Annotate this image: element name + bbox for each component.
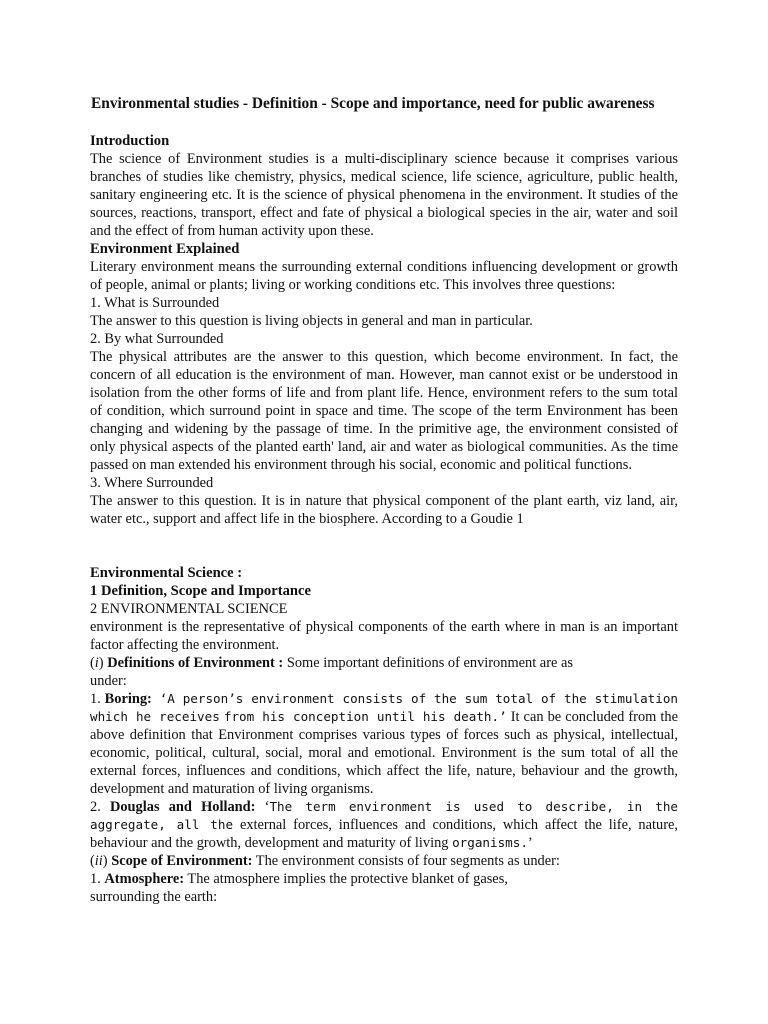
douglas-holland-definition (90, 798, 678, 852)
scope-close-paren: ) (102, 853, 112, 869)
definitions-text: Some important definitions of environment are as (283, 655, 573, 671)
atmosphere-text: The atmosphere implies the protective blanket of gases, (184, 871, 508, 887)
definitions-line (90, 654, 678, 672)
introduction-paragraph: The science of Environment studies is a multi-disciplinary science because it comprises various branches of studies like chemistry, physics, medical science, life science, agriculture, public health, sanitary engineering etc. It is the science of physical phenomena in the environment. It studies of the sources, reactions, transport, effect and fate of physical a biological species in the air, water and soil and the effect of from human activity upon these. (90, 151, 678, 239)
douglas-quote-mono: The term environment is used to describe, in the aggregate, all the (90, 799, 678, 832)
boring-quote-line-2: from his conception until his death.’ (223, 709, 507, 724)
boring-label: Boring: (104, 691, 152, 707)
environmental-science-heading: Environmental Science : (90, 565, 243, 581)
scope-numeral: ii (94, 853, 103, 869)
boring-text: It can be concluded from the above definition that Environment comprises various types of forces such as physical, intellectual, economic, political, cultural, social, moral and emotional. Environment is the sum total of all the external forces, influences and conditions, which affect the life, nature, behaviour and the growth, development and maturation of living organisms. (90, 709, 678, 797)
section-spacer (90, 528, 678, 564)
atmosphere-label: Atmosphere: (104, 871, 185, 887)
question-2: 2. By what Surrounded (90, 331, 224, 347)
atmosphere-line-2: surrounding the earth: (90, 889, 218, 905)
introduction-heading: Introduction (90, 133, 170, 149)
scope-open-paren: ( (90, 853, 95, 869)
definition-scope-heading: 1 Definition, Scope and Importance (90, 583, 311, 599)
answer-3: The answer to this question. It is in nature that physical component of the plant earth, viz land, air, water etc., support and affect life in the biosphere. According to a Goudie 1 (90, 493, 678, 527)
boring-definition (90, 690, 678, 798)
douglas-number: 2. (90, 799, 110, 815)
question-3: 3. Where Surrounded (90, 475, 214, 491)
scope-line (90, 852, 678, 870)
boring-number: 1. (90, 691, 105, 707)
douglas-open-quote: ‘ (255, 799, 270, 815)
boring-quote-line-1: ‘A person’s environment consists of the sum total of the stimulation which he receives (90, 691, 679, 724)
definitions-under: under: (90, 673, 127, 689)
atmosphere-line (90, 870, 678, 888)
document-title: Environmental studies - Definition - Scope and importance, need for public awareness (91, 95, 655, 112)
answer-1: The answer to this question is living objects in general and man in particular. (90, 313, 533, 329)
scope-label: Scope of Environment: (111, 853, 253, 869)
scope-text: The environment consists of four segments as under: (252, 853, 560, 869)
douglas-label: Douglas and Holland: (109, 799, 256, 815)
douglas-end-mono: organisms. (452, 835, 528, 850)
environment-explained-paragraph: Literary environment means the surrounding external conditions influencing development or growth of people, animal or plants; living or working conditions etc. This involves three questions: (90, 259, 678, 293)
definitions-open-paren: ( (90, 655, 95, 671)
douglas-text: external forces, influences and conditions, which affect the life, nature, behaviour and the growth, development and maturity of living (90, 817, 678, 851)
douglas-close-quote: ’ (527, 835, 533, 851)
question-1: 1. What is Surrounded (90, 295, 220, 311)
environmental-science-paragraph: environment is the representative of physical components of the earth where in man is an important factor affecting the environment. (90, 619, 678, 653)
environment-explained-heading: Environment Explained (90, 241, 240, 257)
atmosphere-number: 1. (90, 871, 105, 887)
definitions-label: Definitions of Environment : (107, 655, 284, 671)
environmental-science-caps: 2 ENVIRONMENTAL SCIENCE (90, 601, 288, 617)
definitions-close-paren: ) (98, 655, 108, 671)
definitions-numeral: i (94, 655, 99, 671)
answer-2: The physical attributes are the answer to this question, which become environment. In fact, the concern of all education is the environment of man. However, man cannot exist or be understood in isolation from the other forms of life and from plant life. Hence, environment refers to the sum total of condition, which surround point in space and time. The scope of the term Environment has been changing and widening by the passage of time. In the primitive age, the environment consisted of only physical aspects of the planted earth' land, air and water as biological communities. As the time passed on man extended his environment through his social, economic and political functions. (90, 349, 678, 473)
